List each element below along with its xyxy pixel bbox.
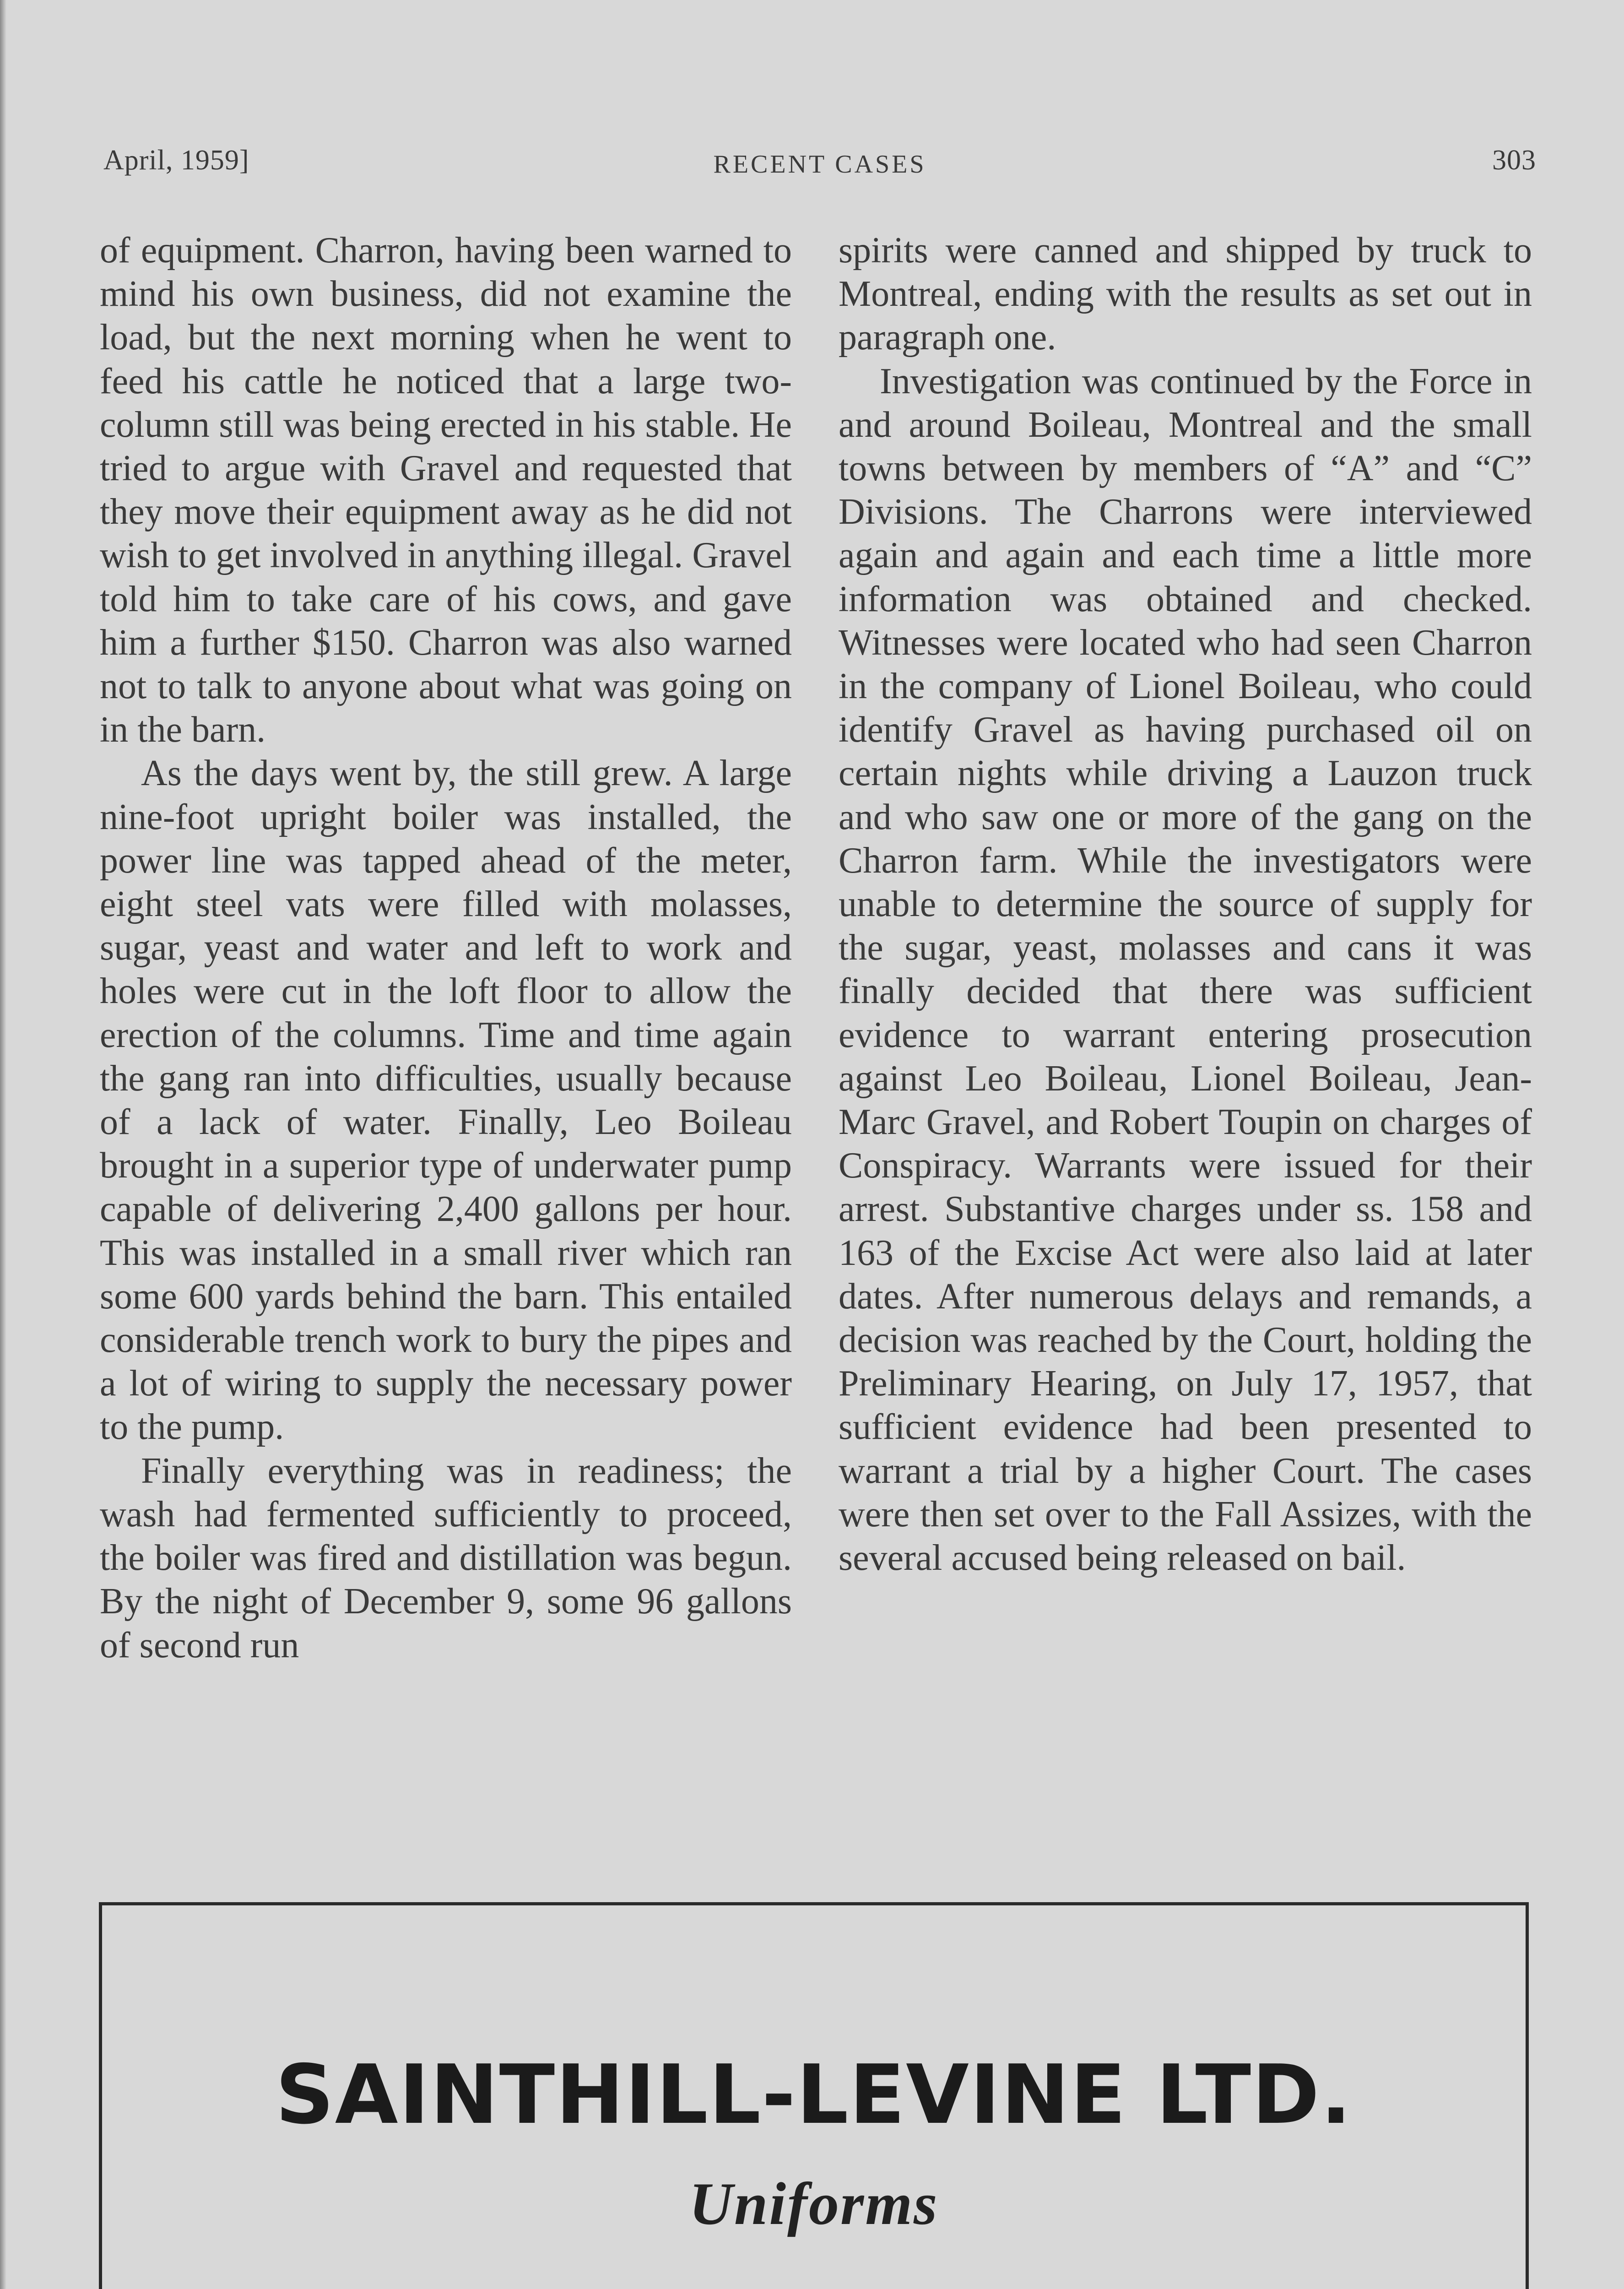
ad-company-name: SAINTHILL-LEVINE LTD. [275,2047,1353,2142]
left-paragraph-2: As the days went by, the still grew. A large nine-foot upright boiler was installed, the power line was tapped ahead of the meter, eight steel vats were filled with molasses, sugar, yeast and water and left to work and holes were cut in the loft floor to allow the erection of the columns. Time and time again the gang ran into difficulties, usually because of a lack of water. Finally, Leo Boileau brought in a superior type of underwater pump capable of delivering 2,400 gallons per hour. This was installed in a small river which ran some 600 yards behind the barn. This entailed considerable trench work to bury the pipes and a lot of wiring to supply the necessary power to the pump. [100,753,792,1448]
right-paragraph-2: Investigation was continued by the Force in and around Boileau, Montreal and the small towns between by members of “A” and “C” Divisions. The Charrons were interviewed again and again and each time a little more information was obtained and checked. Witnesses were located who had seen Charron in the company of Lionel Boileau, who could identify Gravel as having purchased oil on certain nights while driving a Lauzon truck and who saw one or more of the gang on the Charron farm. While the investigators were unable to determine the source of supply for the sugar, yeast, molasses and cans it was finally decided that there was sufficient evidence to warrant entering prosecution against Leo Boileau, Lionel Boileau, Jean-Marc Gravel, and Robert Toupin on charges of Conspiracy. Warrants were issued for their arrest. Substantive charges under ss. 158 and 163 of the Excise Act were also laid at later dates. After numerous delays and remands, a decision was reached by the Court, holding the Preliminary Hearing, on July 17, 1957, that sufficient evidence had been presented to warrant a trial by a higher Court. The cases were then set over to the Fall Assizes, with the several accused being released on bail. [839,361,1532,1578]
page-edge-shadow [0,0,6,2289]
header-date: April, 1959] [103,145,249,176]
advertisement-box [99,1902,1529,2289]
left-text-column [100,229,792,1667]
running-header [103,144,1536,185]
header-section-title: RECENT CASES [713,150,926,179]
left-paragraph-1: of equipment. Charron, having been warned to mind his own business, did not examine the load, but the next morning when he went to feed his cattle he noticed that a large two-column still was being erected in his stable. He tried to argue with Gravel and requested that they move their equipment away as he did not wish to get involved in anything illegal. Gravel told him to take care of his cows, and gave him a further $150. Charron was also warned not to talk to anyone about what was going on in the barn. [100,230,792,750]
page-number: 303 [1492,145,1536,176]
right-text-column [839,229,1532,1580]
left-paragraph-3: Finally everything was in readiness; the wash had fermented sufficiently to proceed, the boiler was fired and distillation was begun. By the night of December 9, some 96 gallons of second run [100,1450,792,1665]
right-paragraph-1: spirits were canned and shipped by truck to Montreal, ending with the results as set out in paragraph one. [839,230,1532,358]
ad-tagline: Uniforms [689,2170,939,2237]
